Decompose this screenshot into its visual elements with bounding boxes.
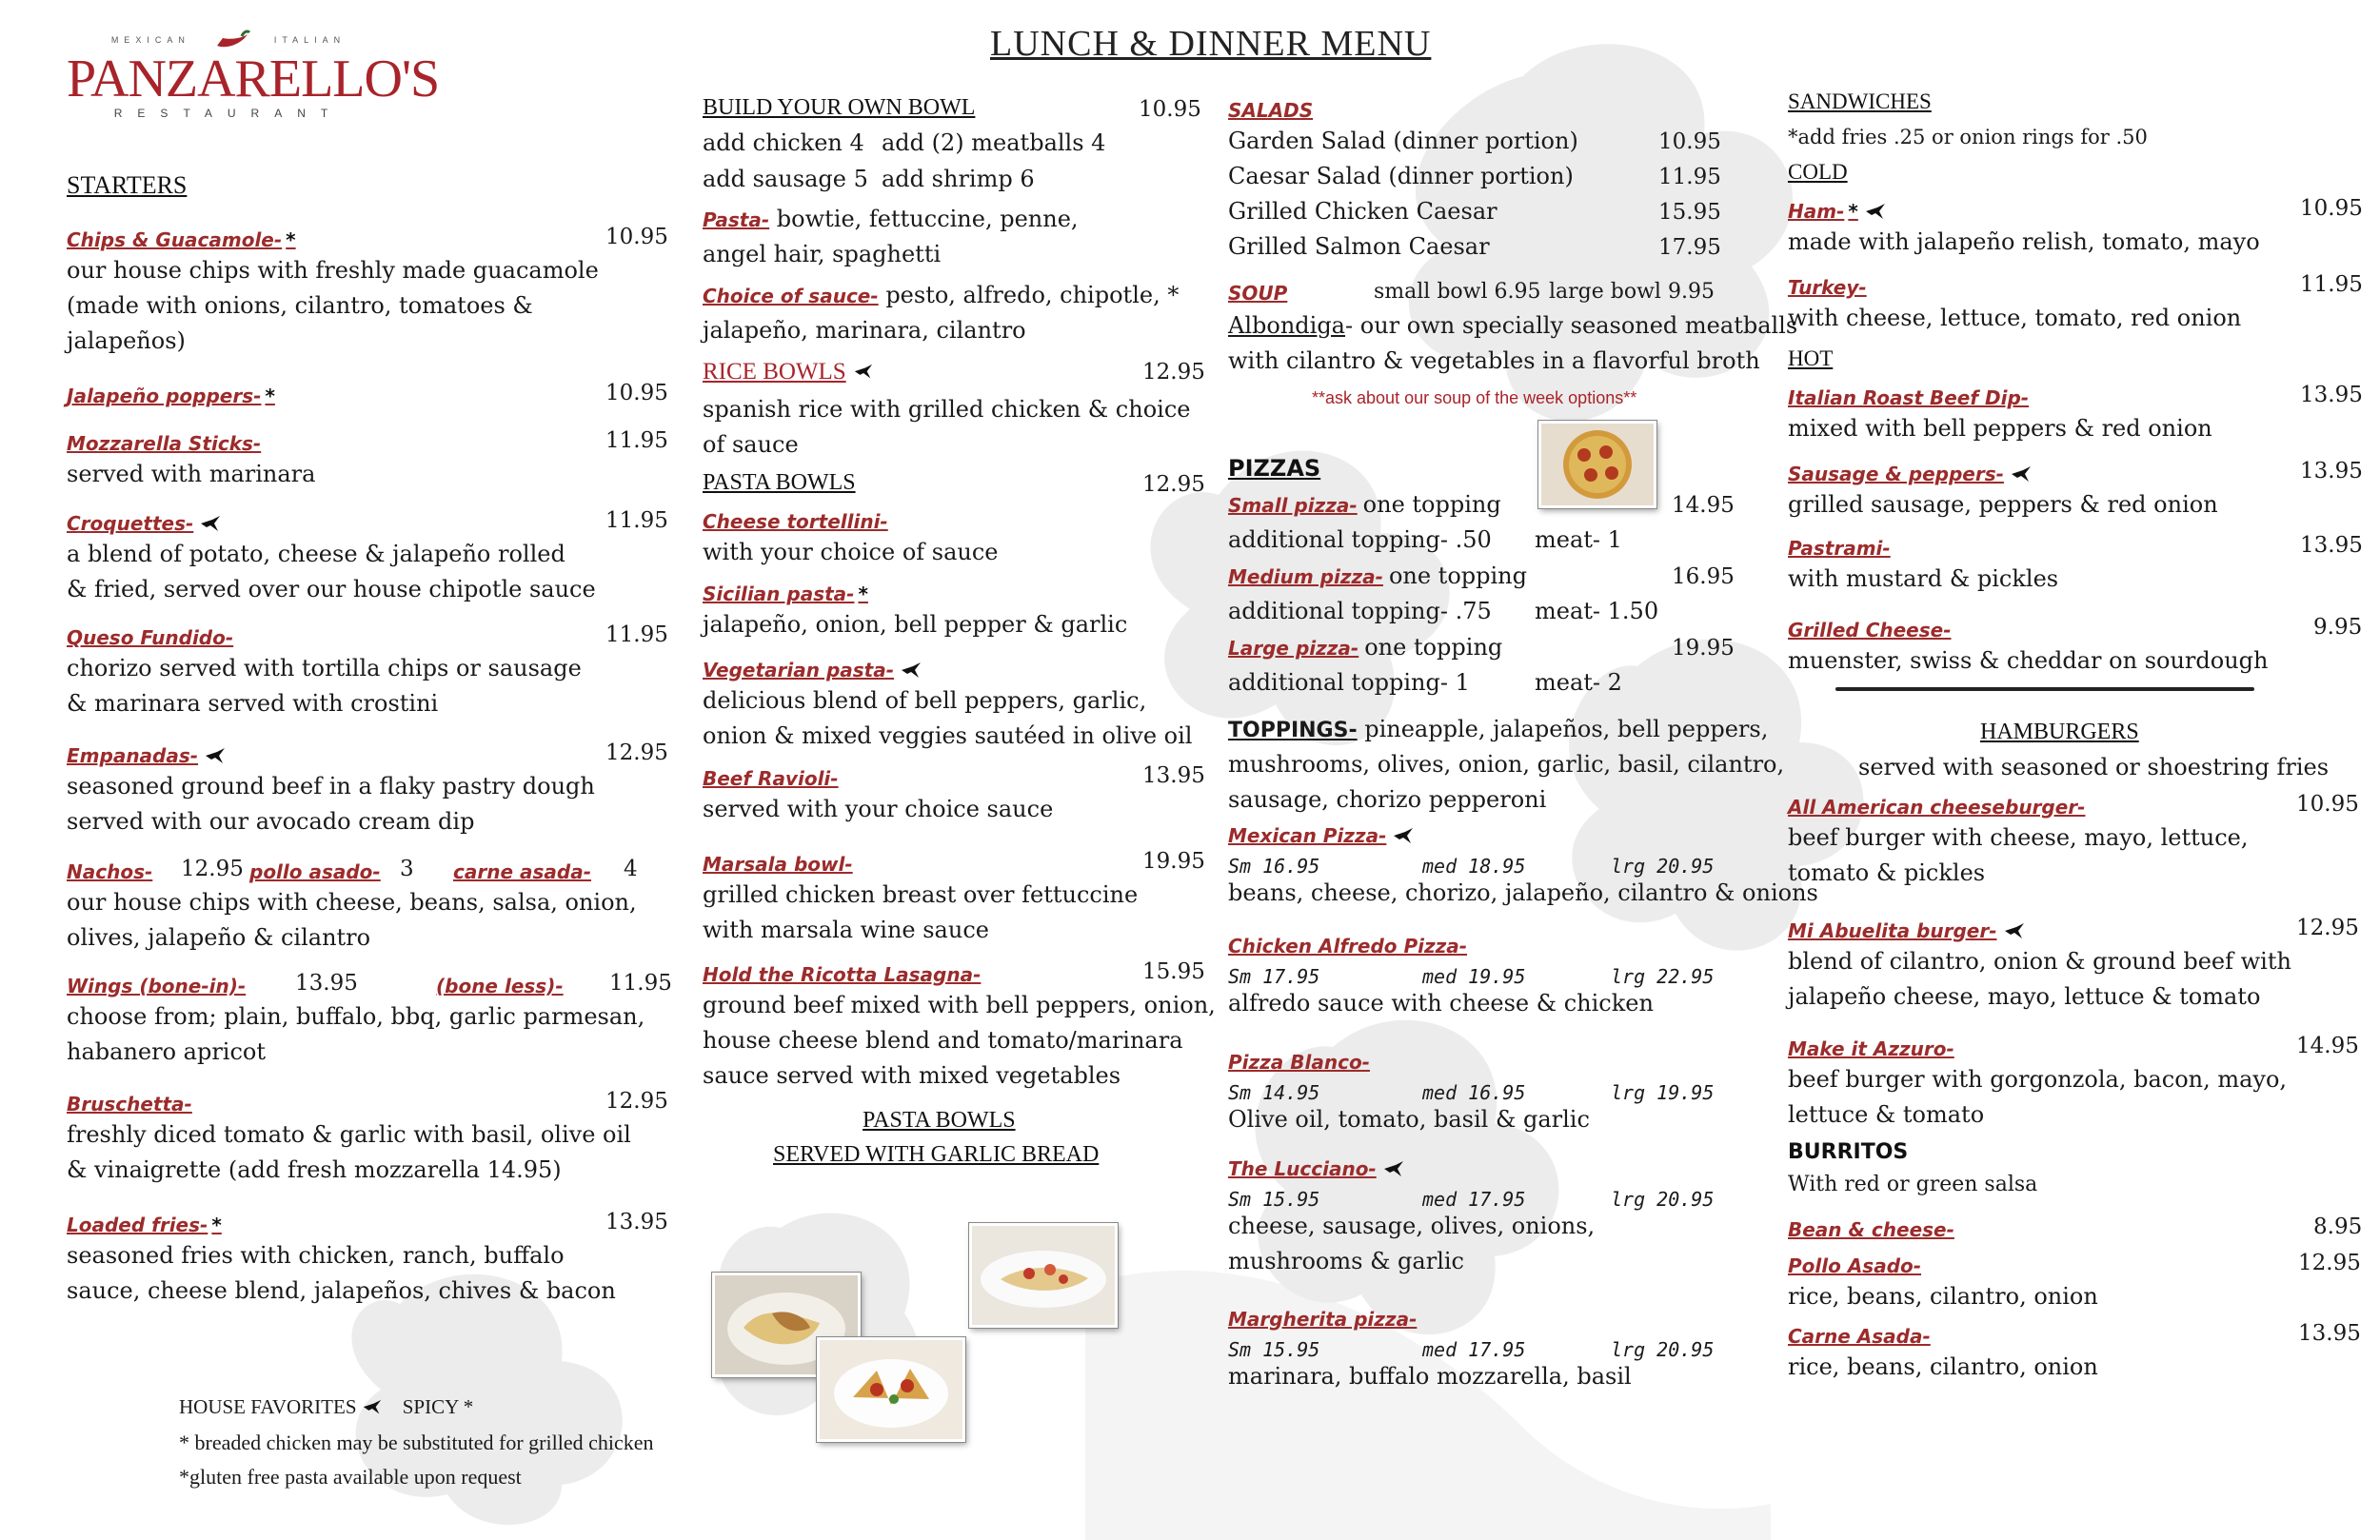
specialty-pizza-name: Chicken Alfredo Pizza- (1228, 935, 1468, 958)
starter-item-desc: jalapeños) (67, 327, 186, 354)
spicy-mark: * (286, 228, 296, 251)
sandwich-item-name: Ham- * (1788, 200, 1887, 225)
sandwiches-heading: SANDWICHES (1788, 89, 1932, 113)
sandwich-item-desc: muenster, swiss & cheddar on sourdough (1788, 647, 2269, 674)
specialty-size-lg: lrg 20.95 (1611, 855, 1715, 878)
sandwich-item-name: Italian Roast Beef Dip- (1788, 386, 2030, 409)
burrito-item-desc: rice, beans, cilantro, onion (1788, 1283, 2098, 1310)
specialty-size-lg: lrg 20.95 (1611, 1338, 1715, 1361)
specialty-size-md: med 19.95 (1422, 965, 1526, 988)
burrito-item-name: Carne Asada- (1788, 1325, 1931, 1348)
pasta-bowls-price: 12.95 (1142, 472, 1205, 497)
starter-item-desc: choose from; plain, buffalo, bbq, garlic parmesan, (67, 1003, 645, 1030)
sandwich-item-name: Sausage & peppers- (1788, 463, 2033, 487)
bowl-item-name: Beef Ravioli- (703, 767, 839, 790)
pizza-size-name: Medium pizza- (1228, 565, 1383, 588)
specialty-pizza-name: Mexican Pizza- (1228, 824, 1415, 849)
bowl-item-price: 13.95 (1142, 763, 1205, 788)
starter-item-price: 12.95 (605, 1089, 668, 1114)
pizza-size-name: Large pizza- (1228, 637, 1359, 660)
specialty-pizza-desc: Olive oil, tomato, basil & garlic (1228, 1106, 1590, 1133)
spicy-mark: * (1848, 200, 1858, 223)
specialty-pizza-desc: marinara, buffalo mozzarella, basil (1228, 1363, 1632, 1390)
burger-item-desc: beef burger with gorgonzola, bacon, mayo, (1788, 1066, 2288, 1093)
burger-item-desc: lettuce & tomato (1788, 1101, 1985, 1128)
salad-item-name: Grilled Salmon Caesar (1228, 233, 1490, 260)
sandwich-item-desc: mixed with bell peppers & red onion (1788, 415, 2212, 442)
soup-albondiga: Albondiga- our own specially seasoned meatballs (1228, 312, 1798, 339)
sandwich-item-price: 11.95 (2300, 272, 2363, 297)
sandwich-item-name: Pastrami- (1788, 537, 1891, 560)
soup-desc2: with cilantro & vegetables in a flavorful broth (1228, 347, 1760, 374)
build-bowl-line2b: add shrimp 6 (882, 166, 1035, 192)
specialty-size-md: med 17.95 (1422, 1188, 1526, 1211)
specialty-pizza-desc: beans, cheese, chorizo, jalapeño, cilantro & onions (1228, 879, 1818, 906)
specialty-size-md: med 17.95 (1422, 1338, 1526, 1361)
specialty-size-sm: Sm 14.95 (1228, 1081, 1320, 1104)
build-bowl-price: 10.95 (1139, 97, 1201, 122)
starter-item-desc: freshly diced tomato & garlic with basil, olive oil (67, 1121, 631, 1148)
burrito-item-price: 8.95 (2313, 1214, 2363, 1239)
menu-title: LUNCH & DINNER MENU (990, 24, 1432, 64)
bowl-item-price: 15.95 (1142, 959, 1205, 984)
burger-item-name: Mi Abuelita burger- (1788, 919, 2026, 944)
house-favorite-icon (2003, 921, 2026, 944)
bowl-item-desc: with your choice of sauce (703, 539, 999, 565)
sauce-label: Choice of sauce- (703, 285, 879, 307)
toppings-line1: TOPPINGS- pineapple, jalapeños, bell peppers, (1228, 716, 1769, 742)
toppings-line3: sausage, chorizo pepperoni (1228, 786, 1547, 813)
burger-item-desc: beef burger with cheese, mayo, lettuce, (1788, 824, 2249, 851)
soup-week-note: **ask about our soup of the week options** (1312, 388, 1637, 407)
burger-item-name: All American cheeseburger- (1788, 796, 2086, 819)
salad-item-name: Caesar Salad (dinner portion) (1228, 163, 1574, 189)
build-bowl-line2a: add sausage 5 (703, 166, 868, 192)
pasta-bowls-footer: PASTA BOWLS (863, 1108, 1016, 1133)
starter-item-price: 13.95 (605, 1210, 668, 1234)
starter-item-desc: sauce, cheese blend, jalapeños, chives & bacon (67, 1277, 616, 1304)
starter-item-name: Empanadas- (67, 744, 227, 769)
starter-item-name: Bruschetta- (67, 1093, 192, 1116)
specialty-size-md: med 16.95 (1422, 1081, 1526, 1104)
burritos-sub: With red or green salsa (1788, 1173, 2038, 1196)
house-favorite-icon (362, 1398, 383, 1419)
rice-bowls-desc2: of sauce (703, 431, 799, 458)
burger-item-desc: jalapeño cheese, mayo, lettuce & tomato (1788, 983, 2261, 1010)
bowl-item-desc: sauce served with mixed vegetables (703, 1062, 1121, 1089)
bowl-item-desc: with marsala wine sauce (703, 917, 989, 943)
sandwich-item-name: Grilled Cheese- (1788, 619, 1952, 642)
burritos-heading: BURRITOS (1788, 1140, 1909, 1164)
sandwich-item-desc: grilled sausage, peppers & red onion (1788, 491, 2218, 518)
soup-heading: SOUP (1228, 282, 1288, 305)
burger-item-price: 14.95 (2296, 1034, 2359, 1058)
specialty-size-lg: lrg 19.95 (1611, 1081, 1715, 1104)
burger-item-desc: blend of cilantro, onion & ground beef with (1788, 948, 2291, 975)
starter-item-desc: & fried, served over our house chipotle sauce (67, 576, 596, 602)
starter-item-price: 11.95 (605, 622, 668, 647)
pizza-size-row (1228, 630, 1502, 666)
specialty-size-lg: lrg 20.95 (1611, 1188, 1715, 1211)
sandwich-item-desc: with cheese, lettuce, tomato, red onion (1788, 305, 2242, 331)
bowl-item-name: Vegetarian pasta- (703, 659, 922, 683)
pizzas-heading: PIZZAS (1228, 455, 1321, 482)
bowl-item-desc: onion & mixed veggies sautéed in olive oil (703, 722, 1193, 749)
salads-heading: SALADS (1228, 99, 1314, 122)
logo-subtitle: RESTAURANT (113, 107, 344, 120)
build-bowl-line1a: add chicken 4 (703, 129, 864, 156)
salad-item-price: 10.95 (1658, 129, 1721, 154)
starter-item-price: 11.95 (605, 428, 668, 453)
toppings-line2: mushrooms, olives, onion, garlic, basil, cilantro, (1228, 751, 1785, 778)
specialty-pizza-name: The Lucciano- (1228, 1157, 1405, 1182)
starter-item-name: Mozzarella Sticks- (67, 432, 262, 455)
sandwich-item-price: 13.95 (2300, 383, 2363, 407)
starter-item-desc: seasoned fries with chicken, ranch, buffalo (67, 1242, 565, 1269)
starter-item-desc: & vinaigrette (add fresh mozzarella 14.95) (67, 1156, 562, 1183)
starter-item-option-price: 11.95 (609, 971, 672, 996)
specialty-pizza-name: Margherita pizza- (1228, 1308, 1418, 1331)
house-favorite-icon (1864, 202, 1887, 225)
logo-tag-right: ITALIAN (273, 35, 347, 45)
bowl-item-name: Marsala bowl- (703, 853, 853, 876)
burrito-item-name: Bean & cheese- (1788, 1218, 1954, 1241)
burger-item-price: 10.95 (2296, 792, 2359, 817)
pizza-extra-topping: additional topping- .50 (1228, 526, 1492, 553)
pasta-choice-line2: angel hair, spaghetti (703, 241, 942, 267)
pasta-photo-2 (969, 1223, 1118, 1328)
bowl-item-name: Sicilian pasta- * (703, 582, 868, 605)
bowl-item-desc: delicious blend of bell peppers, garlic, (703, 687, 1147, 714)
house-favorite-icon (2010, 464, 2033, 487)
sandwich-item-price: 13.95 (2300, 533, 2363, 558)
pizza-size-row (1228, 559, 1527, 595)
burger-item-price: 12.95 (2296, 916, 2359, 940)
bowl-item-desc: served with your choice sauce (703, 796, 1054, 822)
pizza-size-price: 19.95 (1672, 636, 1735, 661)
bowl-item-desc: jalapeño, onion, bell pepper & garlic (703, 611, 1128, 638)
bowl-item-name: Cheese tortellini- (703, 510, 888, 533)
pizza-extra-topping: additional topping- .75 (1228, 598, 1492, 624)
starter-item-name: Croquettes- (67, 512, 222, 537)
sandwich-item-price: 13.95 (2300, 459, 2363, 484)
pizza-size-name: Small pizza- (1228, 494, 1358, 517)
sauce-choice-line2: jalapeño, marinara, cilantro (703, 317, 1026, 344)
specialty-pizza-name: Pizza Blanco- (1228, 1051, 1370, 1074)
sandwich-item-desc: with mustard & pickles (1788, 565, 2059, 592)
specialty-size-lg: lrg 22.95 (1611, 965, 1715, 988)
pizza-meat-price: meat- 2 (1535, 669, 1622, 696)
starter-item-price: 13.95 (295, 971, 358, 996)
pasta-photo-3 (817, 1337, 965, 1442)
sandwich-item-name: Turkey- (1788, 276, 1867, 299)
specialty-size-sm: Sm 17.95 (1228, 965, 1320, 988)
build-bowl-line1b: add (2) meatballs 4 (882, 129, 1106, 156)
starter-item-desc: served with marinara (67, 461, 316, 487)
logo-tag-left: MEXICAN (110, 35, 190, 45)
sandwiches-note: *add fries .25 or onion rings for .50 (1788, 126, 2148, 148)
starter-item-name: Loaded fries- * (67, 1214, 222, 1236)
starter-item-desc: our house chips with freshly made guacamole (67, 257, 599, 284)
starter-item-price: 10.95 (605, 225, 668, 249)
pepper-icon (213, 29, 251, 51)
house-favorite-icon (1382, 1159, 1405, 1182)
pasta-label: Pasta- (703, 208, 770, 231)
salad-item-price: 17.95 (1658, 235, 1721, 260)
specialty-size-sm: Sm 16.95 (1228, 855, 1320, 878)
salad-item-name: Grilled Chicken Caesar (1228, 198, 1497, 225)
spicy-mark: * (265, 385, 275, 407)
starter-item-desc: served with our avocado cream dip (67, 808, 475, 835)
legend-spicy: SPICY * (402, 1395, 474, 1418)
starter-item-price: 11.95 (605, 508, 668, 533)
sandwich-item-desc: made with jalapeño relish, tomato, mayo (1788, 228, 2260, 255)
cold-heading: COLD (1788, 160, 1848, 184)
legend-house-favorites: HOUSE FAVORITES SPICY * (179, 1395, 474, 1418)
pasta-choice: Pasta- bowtie, fettuccine, penne, (703, 206, 1079, 232)
pizza-extra-topping: additional topping- 1 (1228, 669, 1470, 696)
starter-item-option-price: 4 (624, 857, 638, 881)
starter-item-desc: olives, jalapeño & cilantro (67, 924, 371, 951)
starter-item-name: Queso Fundido- (67, 626, 234, 649)
logo-name: PANZARELLO'S (67, 49, 440, 109)
salad-item-price: 15.95 (1658, 200, 1721, 225)
starter-item-option-price: 3 (400, 857, 414, 881)
starter-item-desc: & marinara served with crostini (67, 690, 439, 717)
starter-item-name: Wings (bone-in)- (67, 975, 247, 997)
house-favorite-icon (199, 514, 222, 537)
starter-item-option: pollo asado- (249, 860, 381, 883)
specialty-pizza-desc: alfredo sauce with cheese & chicken (1228, 990, 1654, 1017)
pizza-meat-price: meat- 1.50 (1535, 598, 1659, 624)
starters-heading: STARTERS (67, 171, 188, 199)
burrito-item-name: Pollo Asado- (1788, 1254, 1922, 1277)
burrito-item-desc: rice, beans, cilantro, onion (1788, 1353, 2098, 1380)
garlic-bread-footer: SERVED WITH GARLIC BREAD (773, 1142, 1100, 1167)
starter-item-desc: habanero apricot (67, 1038, 267, 1065)
sandwich-item-price: 9.95 (2313, 615, 2363, 640)
pizza-photo (1538, 421, 1656, 508)
pizza-meat-price: meat- 1 (1535, 526, 1622, 553)
salad-item-name: Garden Salad (dinner portion) (1228, 128, 1578, 154)
salad-item-price: 11.95 (1658, 165, 1721, 189)
specialty-size-md: med 18.95 (1422, 855, 1526, 878)
starter-item-price: 12.95 (181, 857, 244, 881)
sandwich-item-price: 10.95 (2300, 196, 2363, 221)
hamburgers-sub: served with seasoned or shoestring fries (1858, 754, 2330, 780)
specialty-pizza-desc: cheese, sausage, olives, onions, (1228, 1213, 1596, 1239)
specialty-pizza-desc: mushrooms & garlic (1228, 1248, 1464, 1274)
starter-item-desc: chorizo served with tortilla chips or sausage (67, 655, 582, 681)
starter-item-name: Jalapeño poppers- * (67, 385, 275, 407)
hamburgers-heading: HAMBURGERS (1980, 720, 2139, 744)
starter-item-name: Nachos- (67, 860, 153, 883)
pizza-size-text: one topping (1364, 634, 1503, 661)
spicy-mark: * (858, 582, 868, 605)
spicy-mark: * (211, 1214, 222, 1236)
soup-small-bowl: small bowl 6.95 (1374, 280, 1541, 304)
house-favorite-icon (900, 661, 922, 683)
starter-item-option: carne asada- (453, 860, 591, 883)
bowl-item-desc: house cheese blend and tomato/marinara (703, 1027, 1183, 1054)
starter-item-desc: a blend of potato, cheese & jalapeño rolled (67, 541, 565, 567)
legend-note-gluten: *gluten free pasta available upon request (179, 1465, 522, 1489)
house-favorite-icon (853, 363, 874, 384)
bowl-item-name: Hold the Ricotta Lasagna- (703, 963, 982, 986)
burger-item-name: Make it Azzuro- (1788, 1037, 1954, 1060)
hot-heading: HOT (1788, 346, 1834, 370)
rice-bowls-price: 12.95 (1142, 360, 1205, 385)
soup-large-bowl: large bowl 9.95 (1549, 280, 1715, 304)
house-favorite-icon (204, 746, 227, 769)
pizza-size-row (1228, 487, 1501, 523)
legend-note-chicken: * breaded chicken may be substituted for grilled chicken (179, 1431, 654, 1454)
bowl-item-price: 19.95 (1142, 849, 1205, 874)
specialty-size-sm: Sm 15.95 (1228, 1338, 1320, 1361)
specialty-size-sm: Sm 15.95 (1228, 1188, 1320, 1211)
starter-item-option: (bone less)- (436, 975, 564, 997)
starter-item-name: Chips & Guacamole- * (67, 228, 296, 251)
starter-item-desc: (made with onions, cilantro, tomatoes & (67, 292, 533, 319)
build-bowl-heading: BUILD YOUR OWN BOWL (703, 95, 976, 120)
bowl-item-desc: ground beef mixed with bell peppers, onion, (703, 992, 1216, 1018)
starter-item-desc: seasoned ground beef in a flaky pastry dough (67, 773, 595, 800)
pasta-bowls-heading: PASTA BOWLS (703, 470, 856, 495)
rice-bowls-heading: RICE BOWLS (703, 354, 874, 389)
pizza-size-text: one topping (1388, 563, 1527, 589)
rice-bowls-desc1: spanish rice with grilled chicken & choice (703, 396, 1191, 423)
starter-item-price: 12.95 (605, 740, 668, 765)
restaurant-logo (67, 29, 440, 120)
burger-item-desc: tomato & pickles (1788, 859, 1986, 886)
sauce-choice: Choice of sauce- pesto, alfredo, chipotle, * (703, 282, 1180, 308)
pizza-size-price: 14.95 (1672, 493, 1735, 518)
pizza-size-price: 16.95 (1672, 564, 1735, 589)
starter-item-desc: our house chips with cheese, beans, salsa, onion, (67, 889, 637, 916)
pizza-size-text: one topping (1362, 491, 1501, 518)
burrito-item-price: 13.95 (2298, 1321, 2361, 1346)
house-favorite-icon (1392, 826, 1415, 849)
burrito-item-price: 12.95 (2298, 1251, 2361, 1275)
starter-item-price: 10.95 (605, 381, 668, 405)
section-divider (1835, 687, 2254, 691)
bowl-item-desc: grilled chicken breast over fettuccine (703, 881, 1139, 908)
